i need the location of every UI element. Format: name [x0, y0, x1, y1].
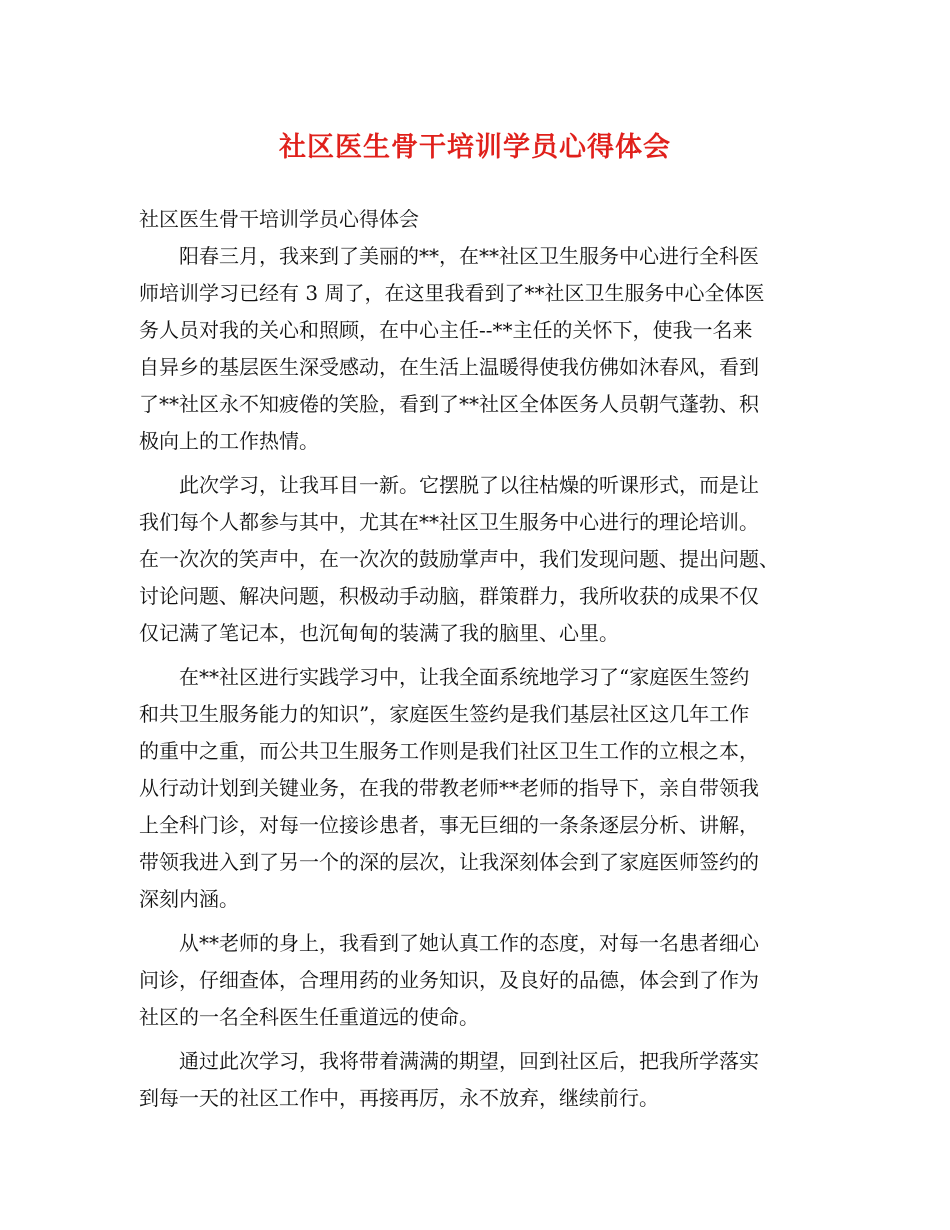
- paragraph-2-line-2: 我们每个人都参与其中，尤其在**社区卫生服务中心进行的理论培训。: [139, 510, 759, 534]
- paragraph-1-line-3: 务人员对我的关心和照顾，在中心主任--**主任的关怀下，使我一名来: [139, 318, 753, 342]
- paragraph-3-line-7: 深刻内涵。: [139, 887, 239, 911]
- paragraph-1-line-6: 极向上的工作热情。: [139, 429, 319, 453]
- paragraph-3-line-5: 上全科门诊，对每一位接诊患者，事无巨细的一条条逐层分析、讲解，: [139, 813, 759, 837]
- paragraph-1-line-2: 师培训学习已经有 3 周了，在这里我看到了**社区卫生服务中心全体医: [139, 281, 765, 305]
- paragraph-4-line-3: 社区的一名全科医生任重道远的使命。: [139, 1005, 479, 1029]
- paragraph-3-line-6: 带领我进入到了另一个的深的层次，让我深刻体会到了家庭医师签约的: [139, 850, 759, 874]
- paragraph-4-line-1: 从**老师的身上，我看到了她认真工作的态度，对每一名患者细心: [179, 931, 759, 955]
- document-title: 社区医生骨干培训学员心得体会: [279, 132, 671, 163]
- document-body: [139, 201, 829, 1117]
- subtitle-line: 社区医生骨干培训学员心得体会: [139, 207, 419, 231]
- paragraph-3-line-3: 的重中之重，而公共卫生服务工作则是我们社区卫生工作的立根之本，: [139, 739, 759, 763]
- paragraph-3-line-4: 从行动计划到关键业务，在我的带教老师**老师的指导下，亲自带领我: [139, 776, 759, 800]
- paragraph-5-line-2: 到每一天的社区工作中，再接再厉，永不放弃，继续前行。: [139, 1086, 659, 1110]
- paragraph-2-line-3: 在一次次的笑声中，在一次次的鼓励掌声中，我们发现问题、提出问题、: [139, 547, 779, 571]
- paragraph-1-line-1: 阳春三月，我来到了美丽的**，在**社区卫生服务中心进行全科医: [179, 244, 759, 268]
- paragraph-2-line-5: 仅记满了笔记本，也沉甸甸的装满了我的脑里、心里。: [139, 621, 619, 645]
- paragraph-1-line-4: 自异乡的基层医生深受感动，在生活上温暖得使我仿佛如沐春风，看到: [139, 355, 759, 379]
- paragraph-3-line-2: 和共卫生服务能力的知识”，家庭医生签约是我们基层社区这几年工作: [139, 702, 750, 726]
- paragraph-5-line-1: 通过此次学习，我将带着满满的期望，回到社区后，把我所学落实: [179, 1049, 759, 1073]
- paragraph-4-line-2: 问诊，仔细查体，合理用药的业务知识，及良好的品德，体会到了作为: [139, 968, 759, 992]
- paragraph-2-line-4: 讨论问题、解决问题，积极动手动脑，群策群力，我所收获的成果不仅: [139, 584, 759, 608]
- paragraph-2-line-1: 此次学习，让我耳目一新。它摆脱了以往枯燥的听课形式，而是让: [179, 473, 759, 497]
- paragraph-3-line-1: 在**社区进行实践学习中，让我全面系统地学习了“家庭医生签约: [179, 665, 750, 689]
- paragraph-1-line-5: 了**社区永不知疲倦的笑脸，看到了**社区全体医务人员朝气蓬勃、积: [139, 392, 759, 416]
